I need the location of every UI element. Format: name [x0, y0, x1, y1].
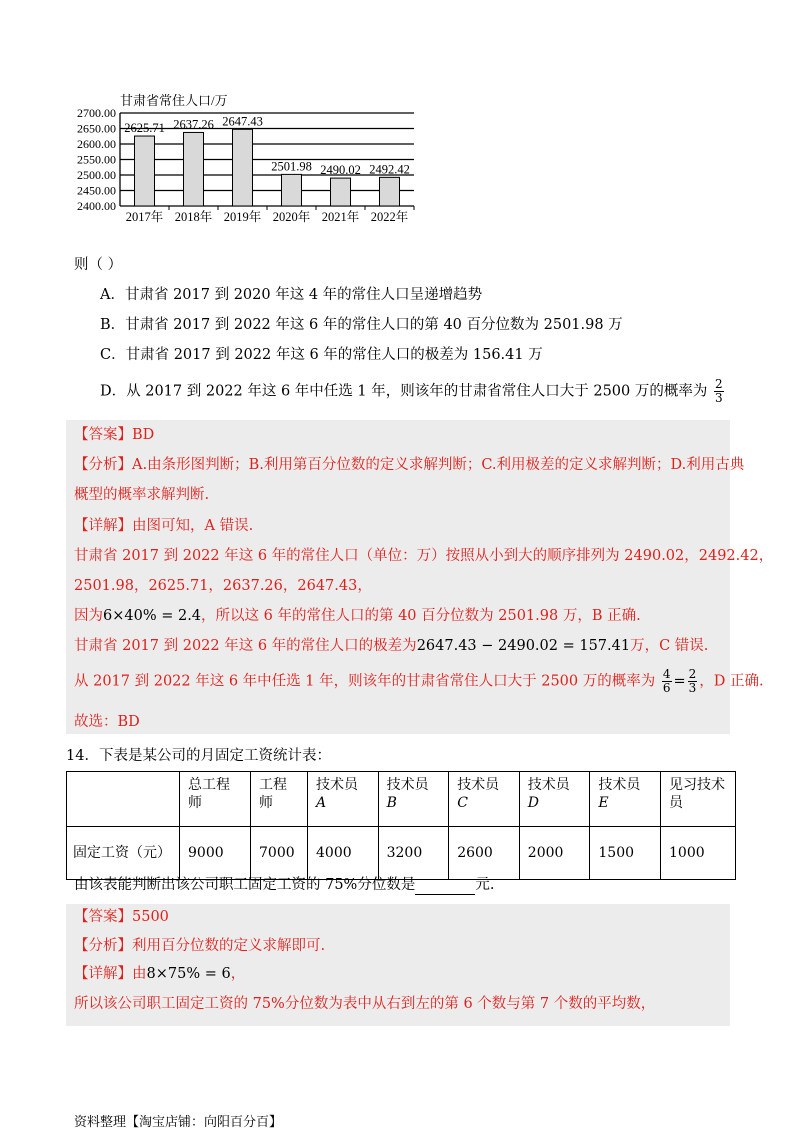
option-c: C．甘肃省 2017 到 2022 年这 6 年的常住人口的极差为 156.41 万: [100, 347, 543, 363]
footer-source: 资料整理【淘宝店铺：向阳百分百】: [74, 1115, 283, 1130]
question-14-stem: 14．下表是某公司的月固定工资统计表：: [66, 748, 331, 764]
detail-14-line1: [74, 964, 245, 984]
population-bar-chart: [60, 88, 430, 230]
y-tick-label: 2600.00: [77, 137, 116, 151]
table-header-cell: [519, 772, 590, 827]
detail-13-line6-prefix: 从 2017 到 2022 年这 6 年中任选 1 年，则该年的甘肃省常住人口大于 2500 万的概率为: [74, 673, 656, 690]
detail-13-line6: [74, 668, 764, 695]
option-d: [100, 378, 726, 405]
formula-range: 2647.43 − 2490.02 = 157.41: [416, 638, 631, 654]
wage-table: [66, 771, 736, 880]
detail-14-line2: 所以该公司职工固定工资的 75%分位数为表中从右到左的第 6 个数与第 7 个数的平均数，: [74, 996, 656, 1012]
table-header-cell: [449, 772, 520, 827]
table-cell: 4000: [308, 827, 379, 880]
detail-13-line2: 甘肃省 2017 到 2022 年这 6 年的常住人口（单位：万）按照从小到大的顺序排列为 2490.02，2492.42，: [74, 548, 774, 564]
header-var: E: [598, 795, 609, 811]
y-tick-label: 2500.00: [77, 168, 116, 182]
detail-13-line1: 【详解】由图可知，A 错误.: [74, 518, 254, 534]
header-text: 技术员: [598, 777, 641, 793]
table-cell: 2000: [519, 827, 590, 880]
bar-data-label: 2501.98: [271, 159, 312, 174]
bar: [380, 177, 400, 206]
answer-blank: [415, 880, 475, 895]
question-14-after-text: 由该表能判断出该公司职工固定工资的 75%分位数是: [74, 877, 416, 893]
formula-percentile: 6×40% = 2.4: [103, 608, 202, 624]
y-tick-label: 2650.00: [77, 121, 116, 136]
y-tick-label: 2450.00: [77, 183, 116, 198]
x-tick-label: 2021年: [321, 210, 360, 224]
option-a: A．甘肃省 2017 到 2020 年这 4 年的常住人口呈递增趋势: [100, 287, 483, 303]
header-text: 技术员: [316, 777, 358, 793]
bar-data-label: 2490.02: [320, 163, 361, 178]
bar-data-label: 2492.42: [369, 162, 410, 177]
x-tick-label: 2020年: [272, 210, 311, 224]
table-cell: 1000: [661, 827, 736, 880]
fraction-numerator: 4: [662, 667, 671, 681]
x-tick-label: 2018年: [174, 210, 213, 224]
bar-data-label: 2637.26: [173, 117, 214, 132]
analysis-13-line1: 【分析】A.由条形图判断；B.利用第百分位数的定义求解判断；C.利用极差的定义求解判断；D.利用古典: [74, 457, 745, 473]
header-text: 技术员: [457, 777, 500, 793]
answer-14: 【答案】5500: [74, 909, 169, 925]
question-14-after: [74, 875, 494, 895]
table-cell: 1500: [590, 827, 661, 880]
table-header-cell: [308, 772, 379, 827]
y-tick-label: 2400.00: [77, 199, 116, 213]
table-header-cell: [590, 772, 661, 827]
table-header-cell: 工程师: [251, 772, 308, 827]
equals-sign: =: [673, 673, 686, 690]
table-header-cell: [67, 772, 180, 827]
table-cell: 2600: [449, 827, 520, 880]
question-14-unit: 元.: [475, 877, 495, 893]
fraction-numerator: 2: [714, 377, 723, 391]
analysis-14: 【分析】利用百分位数的定义求解即可.: [74, 938, 326, 954]
table-header-cell: 见习技术员: [661, 772, 736, 827]
bar-data-label: 2625.71: [124, 121, 165, 136]
x-tick-label: 2022年: [370, 210, 409, 224]
bar: [331, 178, 351, 206]
fraction-denominator: 3: [714, 391, 723, 405]
header-var: B: [386, 795, 397, 811]
bar: [135, 136, 155, 206]
analysis-13-line2: 概型的概率求解判断.: [74, 487, 210, 503]
fraction-denominator: 6: [662, 681, 671, 695]
detail-14-prefix: 【详解】由: [74, 966, 147, 982]
x-tick-label: 2017年: [125, 210, 164, 224]
detail-13-line5-prefix: 甘肃省 2017 到 2022 年这 6 年的常住人口的极差为: [74, 638, 417, 654]
option-d-text: D．从 2017 到 2022 年这 6 年中任选 1 年，则该年的甘肃省常住人口大于 2500 万的概率为: [100, 383, 708, 400]
option-d-fraction: [714, 378, 724, 405]
y-tick-label: 2700.00: [77, 106, 116, 120]
fraction-denominator: 3: [688, 681, 697, 695]
formula-75-percent: 8×75% = 6: [146, 966, 231, 982]
bar-data-label: 2647.43: [222, 114, 263, 129]
table-header-cell: 总工程师: [180, 772, 251, 827]
bar: [282, 174, 302, 206]
table-cell: 7000: [251, 827, 308, 880]
table-cell: 9000: [180, 827, 251, 880]
fraction-4-6: [662, 668, 672, 695]
answer-13: 【答案】BD: [74, 427, 155, 443]
question-stem: 则（ ）: [74, 257, 123, 273]
bar: [233, 129, 253, 206]
detail-13-line5-suffix: 万，C 错误.: [630, 638, 709, 654]
bar: [184, 132, 204, 206]
detail-13-line4: [74, 606, 641, 626]
header-var: D: [527, 795, 540, 811]
table-row: [67, 827, 736, 880]
chart-title: 甘肃省常住人口/万: [120, 93, 228, 108]
table-cell: 3200: [378, 827, 449, 880]
detail-13-line5: [74, 636, 708, 656]
detail-13-line4-prefix: 因为: [74, 608, 103, 624]
header-text: 技术员: [386, 777, 429, 793]
table-header-cell: [378, 772, 449, 827]
detail-14-suffix: ，: [230, 966, 246, 982]
detail-13-line4-suffix: ，所以这 6 年的常住人口的第 40 百分位数为 2501.98 万，B 正确.: [201, 608, 641, 624]
detail-13-line3: 2501.98，2625.71，2637.26，2647.43，: [74, 578, 372, 594]
fraction-numerator: 2: [688, 667, 697, 681]
header-text: 技术员: [527, 777, 570, 793]
x-tick-label: 2019年: [223, 210, 262, 224]
y-tick-label: 2550.00: [77, 152, 116, 167]
detail-13-line6-suffix: ，D 正确.: [699, 673, 764, 690]
option-b: B．甘肃省 2017 到 2022 年这 6 年的常住人口的第 40 百分位数为 2501.98 万: [100, 317, 623, 333]
header-var: C: [457, 795, 468, 811]
conclusion-13: 故选：BD: [74, 714, 140, 730]
header-var: A: [316, 795, 327, 811]
row-label: 固定工资（元）: [67, 827, 180, 880]
table-header-row: [67, 772, 736, 827]
fraction-2-3: [688, 668, 698, 695]
